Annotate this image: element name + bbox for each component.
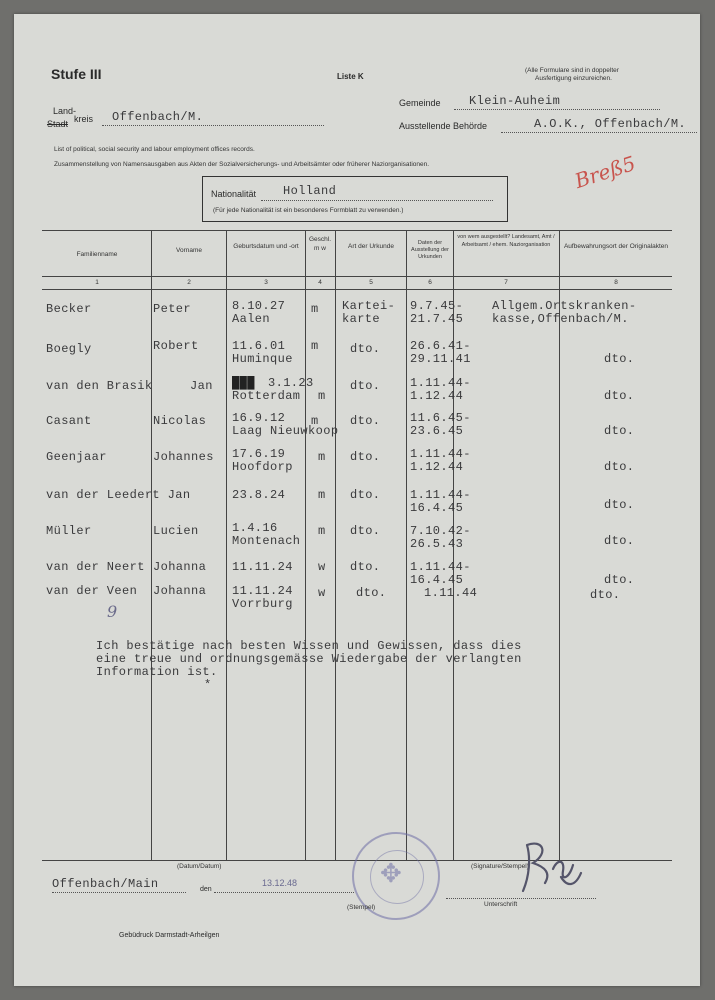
col-header-5: Art der Urkunde (348, 243, 394, 250)
row-geb-place: Huminque (232, 352, 293, 366)
row-sex: w (318, 560, 326, 574)
eagle-icon: ✥ (380, 858, 402, 888)
den-label: den (200, 886, 212, 893)
row-geb-date: 8.10.27 (232, 299, 286, 313)
row-geb-place: Montenach (232, 534, 301, 548)
row-vorname: Johannes (153, 450, 214, 464)
row-dat-to: 23.6.45 (410, 424, 464, 438)
col-header-4: Geschl. m w (308, 236, 332, 252)
row-geb-date: 23.8.24 (232, 488, 286, 502)
col-header-2: Vorname (175, 247, 203, 254)
row-geb-date: 11.11.24 (232, 560, 293, 574)
note-right-1: (Alle Formulare sind in doppelter (525, 67, 619, 74)
handwritten-signature (509, 829, 589, 909)
stadt-label: Stadt (47, 119, 69, 129)
row-art: dto. (350, 450, 381, 464)
col-header-1: Familienname (76, 251, 118, 258)
row-sex: m (311, 414, 319, 428)
row-sex: w (318, 586, 326, 600)
liste-label: Liste K (337, 72, 364, 81)
row-dat-from: 26.6.41- (410, 339, 471, 353)
confirmation-line-3: Information ist. (96, 665, 218, 679)
row-art: dto. (350, 414, 381, 428)
row-vorname: Robert (153, 339, 199, 353)
row-geb-date: 1.4.16 (232, 521, 278, 535)
row-vorname: Jan (190, 379, 213, 393)
col-num-8: 8 (614, 279, 618, 286)
row-name: van der Neert (46, 560, 145, 574)
row-dat-to: 16.4.45 (410, 573, 464, 587)
row-ort: dto. (604, 498, 635, 512)
confirmation-line-2: eine treue und ordnungsgemässe Wiedergabe der verlangten (96, 652, 522, 666)
row-name: van der Leedert Jan (46, 488, 191, 502)
nationalitaet-label: Nationalität (211, 189, 257, 199)
row-dat-from: 1.11.44 (424, 586, 478, 600)
gemeinde-label: Gemeinde (399, 98, 441, 108)
row-art: dto. (350, 342, 381, 356)
row-geb-place: Vorrburg (232, 597, 293, 611)
col-header-7: von wem ausgestellt? Landesamt, Amt / Arbeitsamt / ehem. Naziorganisation (457, 234, 555, 248)
gemeinde-value: Klein-Auheim (469, 94, 561, 108)
table-row (14, 442, 700, 482)
row-geb-date: 17.6.19 (232, 447, 286, 461)
row-dat-from: 1.11.44- (410, 376, 471, 390)
col-header-6: Daten der Ausstellung der Urkunden (411, 240, 449, 260)
ort-datum-label: (Datum/Datum) (177, 863, 222, 870)
signature-label: (Signature/Stempel) (471, 863, 529, 870)
col-num-5: 5 (369, 279, 373, 286)
row-ort: dto. (604, 424, 635, 438)
behoerde-label: Ausstellende Behörde (399, 121, 488, 131)
date-value: 13.12.48 (262, 878, 298, 888)
row-sex: m (318, 389, 326, 403)
zusammen-line: Zusammenstellung von Namensausgaben aus Akten der Sozialversicherungs- und Arbeitsämter oder früherer Naziorganisationen. (54, 161, 430, 168)
row-geb-date: 3.1.23 (268, 376, 314, 390)
row-dat-to: 21.7.45 (410, 312, 464, 326)
confirmation-line-1: Ich bestätige nach besten Wissen und Gewissen, dass dies (96, 639, 522, 653)
row-dat-from: 7.10.42- (410, 524, 471, 538)
table-top-rule (42, 230, 672, 231)
row-ort: dto. (604, 389, 635, 403)
place-line (52, 892, 186, 893)
row-dat-from: 11.6.45- (410, 411, 471, 425)
strikeout-mark: ███ (232, 376, 255, 390)
row-vorname: Johanna (153, 584, 207, 598)
row-art: Kartei- (342, 299, 396, 313)
row-art: dto. (350, 488, 381, 502)
row-art: dto. (350, 524, 381, 538)
stufe-label: Stufe III (51, 66, 102, 82)
col-header-3: Geburtsdatum und -ort (233, 243, 299, 250)
row-dat-from: 1.11.44- (410, 560, 471, 574)
kreis-label: kreis (74, 114, 94, 124)
row-name: Casant (46, 414, 92, 428)
row-ort: dto. (604, 352, 635, 366)
place-value: Offenbach/Main (52, 877, 159, 891)
row-ort: dto. (590, 588, 621, 602)
behoerde-line (501, 132, 697, 133)
printer-credit: Gebüdruck Darmstadt-Arheilgen (119, 932, 220, 939)
gemeinde-line (454, 109, 660, 110)
row-sex: m (318, 450, 326, 464)
kreis-line (102, 125, 324, 126)
row-geb-date: 16.9.12 (232, 411, 286, 425)
table-header-rule (42, 276, 672, 277)
row-von-2: kasse,Offenbach/M. (492, 312, 629, 326)
row-art: dto. (350, 379, 381, 393)
row-name: Boegly (46, 342, 92, 356)
row-dat-to: 1.12.44 (410, 389, 464, 403)
behoerde-value: A.O.K., Offenbach/M. (534, 117, 687, 131)
document-page (14, 14, 700, 986)
table-row (14, 406, 700, 446)
stempel-label: (Stempel) (347, 904, 376, 911)
table-row (14, 480, 700, 520)
row-sex: m (311, 302, 319, 316)
nationalitaet-note: (Für jede Nationalität ist ein besonderes Formblatt zu verwenden.) (213, 207, 404, 214)
col-num-4: 4 (318, 279, 322, 286)
col-num-1: 1 (95, 279, 99, 286)
row-geb-place: Aalen (232, 312, 271, 326)
row-von: Allgem.Ortskranken- (492, 299, 637, 313)
row-geb-place: Laag Nieuwkoop (232, 424, 339, 438)
row-sex: m (311, 339, 319, 353)
row-geb-place: Rotterdam (232, 389, 301, 403)
row-dat-to: 26.5.43 (410, 537, 464, 551)
nationality-box (202, 176, 508, 222)
row-art: dto. (350, 560, 381, 574)
asterisk-mark: * (204, 678, 212, 692)
unterschrift-label: Unterschrift (484, 901, 518, 908)
handwritten-mark: Breß5 (571, 150, 639, 194)
table-num-rule (42, 289, 672, 290)
handwritten-count: 9 (107, 602, 118, 621)
row-name: van der Veen (46, 584, 138, 598)
row-ort: dto. (604, 460, 635, 474)
row-art: dto. (356, 586, 387, 600)
row-art-2: karte (342, 312, 381, 326)
land-label: Land- (53, 106, 77, 116)
col-num-2: 2 (187, 279, 191, 286)
row-name: Becker (46, 302, 92, 316)
table-row (14, 371, 700, 411)
row-geb-place: Hoofdorp (232, 460, 293, 474)
row-dat-from: 9.7.45- (410, 299, 464, 313)
row-sex: m (318, 524, 326, 538)
row-name: Müller (46, 524, 92, 538)
row-vorname: Lucien (153, 524, 199, 538)
row-dat-to: 16.4.45 (410, 501, 464, 515)
row-vorname: Peter (153, 302, 192, 316)
row-geb-date: 11.11.24 (232, 584, 293, 598)
row-sex: m (318, 488, 326, 502)
row-geb-date: 11.6.01 (232, 339, 286, 353)
table-row (14, 334, 700, 374)
table-row (14, 516, 700, 556)
nationality-line (261, 200, 493, 201)
col-num-6: 6 (428, 279, 432, 286)
nationalitaet-value: Holland (283, 184, 337, 198)
row-ort: dto. (604, 534, 635, 548)
row-name: Geenjaar (46, 450, 107, 464)
row-dat-from: 1.11.44- (410, 488, 471, 502)
col-header-8: Aufbewahrungsort der Originalakten (563, 243, 669, 250)
date-line (214, 892, 354, 893)
row-vorname: Johanna (153, 560, 207, 574)
row-ort: dto. (604, 573, 635, 587)
col-num-7: 7 (504, 279, 508, 286)
row-dat-from: 1.11.44- (410, 447, 471, 461)
note-right-2: Ausfertigung einzureichen. (535, 75, 612, 82)
row-name: van den Brasik (46, 379, 153, 393)
list-line: List of political, social security and labour employment offices records. (54, 146, 255, 153)
row-dat-to: 29.11.41 (410, 352, 471, 366)
kreis-value: Offenbach/M. (112, 110, 204, 124)
row-vorname: Nicolas (153, 414, 207, 428)
row-dat-to: 1.12.44 (410, 460, 464, 474)
col-num-3: 3 (264, 279, 268, 286)
